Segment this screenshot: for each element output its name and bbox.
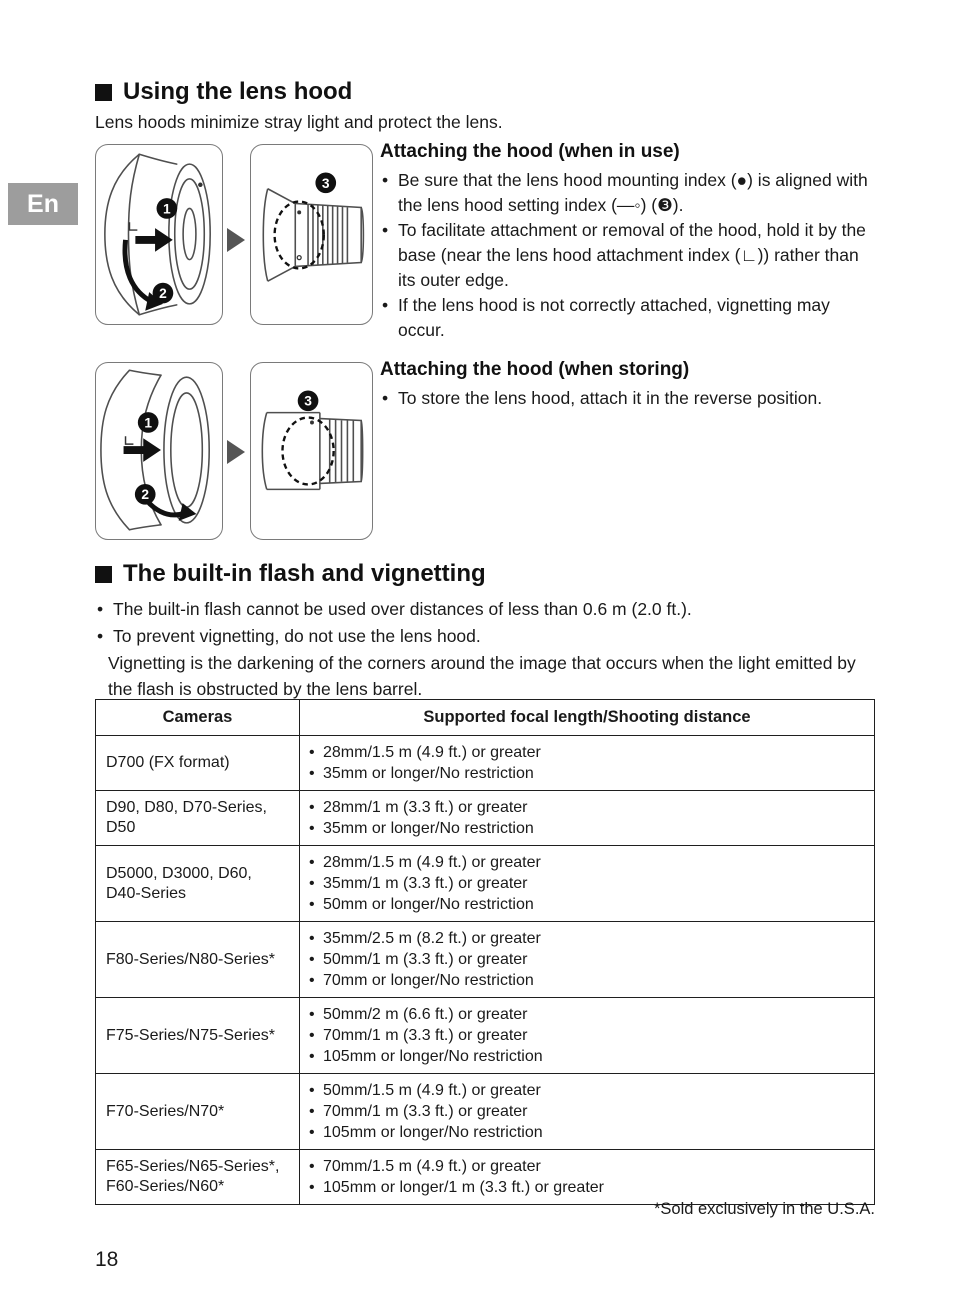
focal-cell (300, 791, 875, 846)
camera-cell: F75-Series/N75-Series* (96, 998, 300, 1074)
table-row (96, 791, 875, 846)
attachment-index-mark (126, 436, 134, 444)
next-step-arrow-icon (227, 228, 245, 252)
next-step-arrow-icon (227, 440, 245, 464)
camera-cell: F80-Series/N80-Series* (96, 922, 300, 998)
mounting-index-dot (198, 183, 203, 188)
page-number: 18 (95, 1248, 119, 1271)
focal-cell (300, 736, 875, 791)
language-tab-label: En (27, 189, 59, 218)
section-hood-intro: Lens hoods minimize stray light and protect the lens. (95, 112, 503, 132)
focal-item: • 105mm or longer/No restriction (308, 1046, 866, 1067)
table-header-row (96, 700, 875, 736)
mounting-index-dot (310, 421, 314, 425)
mounting-index-dot (297, 210, 301, 214)
attach-use-title: Attaching the hood (when in use) (380, 141, 680, 162)
table-row (96, 1150, 875, 1205)
language-tab (8, 183, 78, 225)
focal-item: • 35mm/2.5 m (8.2 ft.) or greater (308, 928, 866, 949)
step-2-label: 2 (141, 487, 150, 503)
focal-item: • 28mm/1.5 m (4.9 ft.) or greater (308, 742, 866, 763)
step-3-label: 3 (321, 175, 330, 191)
vignetting-table (95, 699, 875, 1205)
header-cameras: Cameras (96, 700, 300, 736)
attach-use-bullet: • To facilitate attachment or removal of the hood, hold it by the base (near the lens hood attachment index (∟)) rather than its outer edge. (380, 218, 878, 293)
camera-cell: F70-Series/N70* (96, 1074, 300, 1150)
attach-use-text (380, 141, 878, 343)
focal-item: • 50mm/2 m (6.6 ft.) or greater (308, 1004, 866, 1025)
camera-cell: F65-Series/N65-Series*, F60-Series/N60* (96, 1150, 300, 1205)
section-heading-hood (95, 78, 352, 106)
step-1-label: 1 (163, 201, 171, 217)
table-row (96, 998, 875, 1074)
figure-row-store (95, 362, 375, 540)
attach-store-text (380, 359, 878, 411)
camera-cell: D5000, D3000, D60, D40-Series (96, 846, 300, 922)
step-1-label: 1 (144, 415, 152, 431)
focal-item: • 28mm/1 m (3.3 ft.) or greater (308, 797, 866, 818)
step-2-badge (153, 283, 174, 304)
focal-item: • 50mm/1 m (3.3 ft.) or greater (308, 949, 866, 970)
setting-index-circle (297, 256, 301, 260)
alignment-highlight-circle (282, 418, 333, 485)
camera-cell: D700 (FX format) (96, 736, 300, 791)
step-1-badge (138, 412, 159, 433)
attach-direction-arrow (135, 228, 172, 252)
step-3-badge (315, 173, 336, 194)
figure-hood-side-stored (250, 362, 373, 540)
stored-hood-side-illustration (251, 363, 372, 539)
step-3-badge (298, 391, 319, 412)
lens-hood-front-illustration (96, 145, 222, 324)
focal-item: • 35mm/1 m (3.3 ft.) or greater (308, 873, 866, 894)
usa-footnote: *Sold exclusively in the U.S.A. (653, 1200, 875, 1218)
attach-use-bullet: • If the lens hood is not correctly attached, vignetting may occur. (380, 293, 878, 343)
step-2-badge (135, 484, 156, 505)
focal-cell (300, 846, 875, 922)
figure-hood-front-reversed (95, 362, 223, 540)
attach-store-title: Attaching the hood (when storing) (380, 359, 690, 380)
focal-item: • 70mm/1.5 m (4.9 ft.) or greater (308, 1156, 866, 1177)
table-row (96, 1074, 875, 1150)
attach-store-bullet: • To store the lens hood, attach it in the reverse position. (380, 386, 878, 411)
figure-hood-side-attached (250, 144, 373, 325)
focal-cell (300, 922, 875, 998)
attachment-index-mark (129, 222, 137, 230)
focal-item: • 35mm or longer/No restriction (308, 818, 866, 839)
header-focal: Supported focal length/Shooting distance (300, 700, 875, 736)
focal-item: • 70mm or longer/No restriction (308, 970, 866, 991)
section-heading-flash (95, 560, 877, 588)
focal-item: • 105mm or longer/1 m (3.3 ft.) or greater (308, 1177, 866, 1198)
section-square-marker (95, 84, 112, 101)
focal-cell (300, 1150, 875, 1205)
focal-item: • 28mm/1.5 m (4.9 ft.) or greater (308, 852, 866, 873)
section-flash (95, 560, 877, 702)
reversed-hood-front-illustration (96, 363, 222, 539)
section-square-marker (95, 566, 112, 583)
flash-bullet: • To prevent vignetting, do not use the lens hood. (95, 624, 877, 649)
section-hood-title: Using the lens hood (123, 78, 353, 105)
flash-bullet: • The built-in flash cannot be used over distances of less than 0.6 m (2.0 ft.). (95, 597, 877, 622)
focal-cell (300, 1074, 875, 1150)
focal-item: • 50mm/1.5 m (4.9 ft.) or greater (308, 1080, 866, 1101)
figure-row-use (95, 144, 375, 325)
focal-item: • 105mm or longer/No restriction (308, 1122, 866, 1143)
focal-item: • 50mm or longer/No restriction (308, 894, 866, 915)
attach-use-bullet: • Be sure that the lens hood mounting index (●) is aligned with the lens hood setting index (—◦) (❸). (380, 168, 878, 218)
table-row (96, 846, 875, 922)
table-row (96, 736, 875, 791)
camera-cell: D90, D80, D70-Series, D50 (96, 791, 300, 846)
focal-item: • 35mm or longer/No restriction (308, 763, 866, 784)
section-flash-title: The built-in flash and vignetting (123, 560, 486, 587)
step-1-badge (157, 198, 178, 219)
table-row (96, 922, 875, 998)
focal-cell (300, 998, 875, 1074)
step-3-label: 3 (304, 393, 312, 409)
figure-hood-front-attach (95, 144, 223, 325)
lens-side-illustration (251, 145, 372, 324)
focal-item: • 70mm/1 m (3.3 ft.) or greater (308, 1025, 866, 1046)
vignetting-note: Vignetting is the darkening of the corners around the image that occurs when the light emitted by the flash is obstructed by the lens barrel. (108, 653, 856, 699)
focal-item: • 70mm/1 m (3.3 ft.) or greater (308, 1101, 866, 1122)
step-2-label: 2 (159, 285, 167, 301)
